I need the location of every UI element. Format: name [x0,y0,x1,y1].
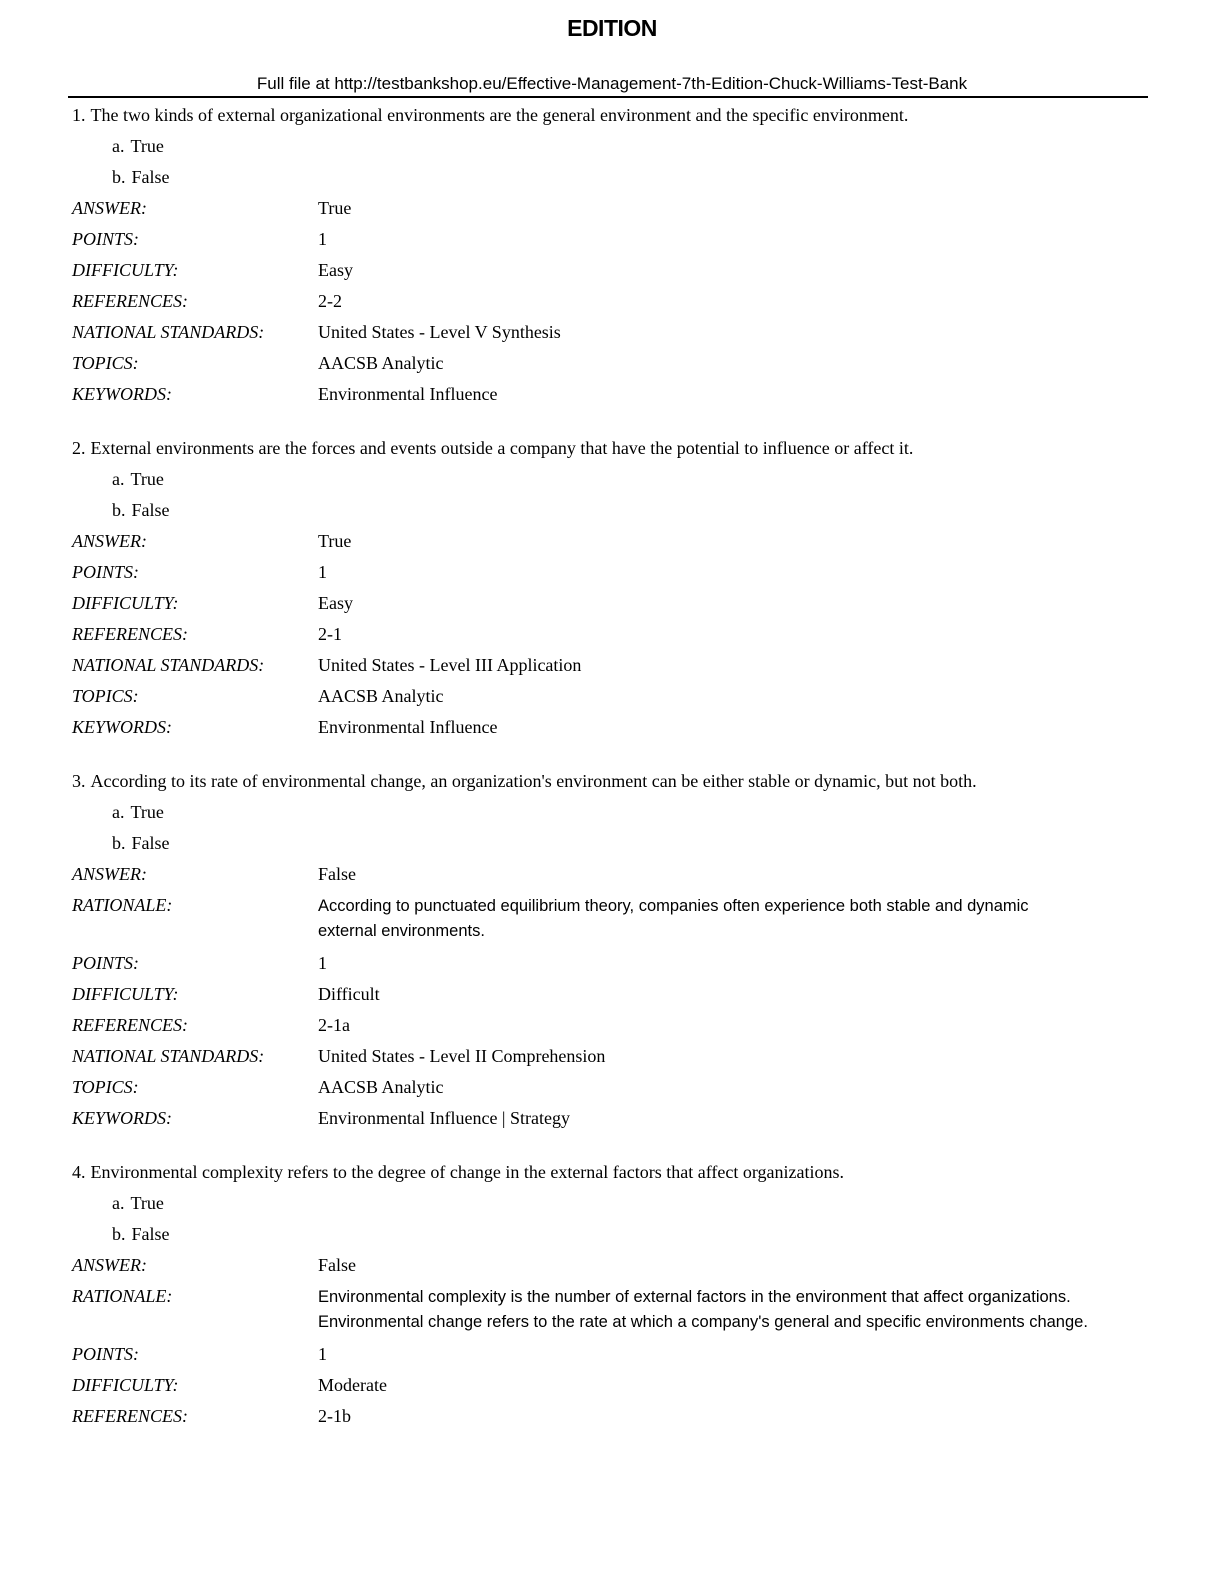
field-label: DIFFICULTY: [72,260,179,280]
option-letter: a. [112,1193,125,1213]
option-label: True [130,1193,164,1213]
field-label: DIFFICULTY: [72,1375,179,1395]
option-label: False [131,167,170,187]
field-row [72,290,1142,313]
question-number: 3. [72,771,86,791]
option-letter: a. [112,802,125,822]
question-body: External environments are the forces and events outside a company that have the potential to influence or affect it. [90,438,914,458]
field-row [72,1014,1142,1037]
field-value: AACSB Analytic [318,1077,444,1097]
field-row [72,1076,1142,1099]
field-value: 2-1b [318,1406,351,1426]
answer-options [72,135,1142,189]
option-label: True [130,136,164,156]
field-value: 1 [318,229,327,249]
option-row [112,1223,1142,1246]
field-label: RATIONALE: [72,895,173,915]
question-metadata [72,530,1142,739]
field-value: False [318,864,356,884]
field-label: POINTS: [72,229,139,249]
field-value: AACSB Analytic [318,353,444,373]
question-text [72,437,1142,460]
field-label: ANSWER: [72,1255,147,1275]
field-value: Moderate [318,1375,387,1395]
field-row [72,259,1142,282]
field-label: TOPICS: [72,686,139,706]
field-value: 1 [318,562,327,582]
field-row [72,1045,1142,1068]
field-label: REFERENCES: [72,624,188,644]
field-row [72,863,1142,886]
field-value: United States - Level II Comprehension [318,1046,606,1066]
field-value: Difficult [318,984,380,1004]
option-letter: b. [112,1224,126,1244]
question [72,104,1142,406]
field-label: TOPICS: [72,1077,139,1097]
field-value: 2-2 [318,291,342,311]
question-number: 2. [72,438,86,458]
option-letter: b. [112,833,126,853]
field-row [72,894,1142,944]
field-label: ANSWER: [72,198,147,218]
header-divider [68,96,1148,98]
field-value: Easy [318,260,353,280]
field-row [72,592,1142,615]
field-row [72,654,1142,677]
question-metadata [72,197,1142,406]
field-row [72,952,1142,975]
question-metadata [72,863,1142,1130]
field-row [72,383,1142,406]
question [72,770,1142,1130]
field-row [72,983,1142,1006]
field-value: Environmental Influence [318,717,498,737]
field-value: 2-1 [318,624,342,644]
field-value: According to punctuated equilibrium theory, companies often experience both stable and dynamic external environments. [318,897,1029,940]
field-row [72,685,1142,708]
field-value: Environmental complexity is the number of external factors in the environment that affect organizations. Environmental change refers to the rate at which a company's general and specific environments change. [318,1288,1088,1331]
question-text [72,104,1142,127]
answer-options [72,468,1142,522]
field-value: 1 [318,953,327,973]
field-label: NATIONAL STANDARDS: [72,1046,265,1066]
field-label: KEYWORDS: [72,717,172,737]
questions-list [72,104,1142,1428]
option-row [112,499,1142,522]
option-row [112,801,1142,824]
field-label: ANSWER: [72,864,147,884]
field-label: DIFFICULTY: [72,593,179,613]
field-label: REFERENCES: [72,1406,188,1426]
field-label: POINTS: [72,1344,139,1364]
option-row [112,166,1142,189]
field-value: True [318,198,352,218]
field-row [72,321,1142,344]
page-title: EDITION [567,15,657,41]
field-row [72,561,1142,584]
field-value: United States - Level III Application [318,655,582,675]
field-value: 1 [318,1344,327,1364]
field-value: True [318,531,352,551]
field-label: DIFFICULTY: [72,984,179,1004]
field-row [72,1405,1142,1428]
field-value: Environmental Influence [318,384,498,404]
field-label: REFERENCES: [72,1015,188,1035]
field-row [72,352,1142,375]
field-label: ANSWER: [72,531,147,551]
option-letter: a. [112,469,125,489]
field-label: POINTS: [72,953,139,973]
field-value: Easy [318,593,353,613]
option-label: False [131,833,170,853]
field-row [72,1254,1142,1277]
field-row [72,1285,1142,1335]
field-value: AACSB Analytic [318,686,444,706]
field-row [72,1374,1142,1397]
field-value: 2-1a [318,1015,350,1035]
question-text [72,770,1142,793]
option-label: False [131,500,170,520]
option-label: False [131,1224,170,1244]
field-row [72,197,1142,220]
field-label: KEYWORDS: [72,384,172,404]
question [72,437,1142,739]
field-row [72,716,1142,739]
answer-options [72,1192,1142,1246]
option-row [112,468,1142,491]
option-letter: a. [112,136,125,156]
question-number: 1. [72,105,86,125]
field-label: REFERENCES: [72,291,188,311]
field-label: NATIONAL STANDARDS: [72,655,265,675]
option-letter: b. [112,167,126,187]
question-body: According to its rate of environmental change, an organization's environment can be either stable or dynamic, but not both. [90,771,977,791]
field-row [72,228,1142,251]
option-row [112,135,1142,158]
question-number: 4. [72,1162,86,1182]
field-label: NATIONAL STANDARDS: [72,322,265,342]
option-letter: b. [112,500,126,520]
question-text [72,1161,1142,1184]
field-row [72,623,1142,646]
field-value: False [318,1255,356,1275]
question-body: The two kinds of external organizational environments are the general environment and the specific environment. [90,105,909,125]
field-label: RATIONALE: [72,1286,173,1306]
answer-options [72,801,1142,855]
field-label: KEYWORDS: [72,1108,172,1128]
question-body: Environmental complexity refers to the degree of change in the external factors that affect organizations. [90,1162,845,1182]
option-row [112,832,1142,855]
option-row [112,1192,1142,1215]
field-label: TOPICS: [72,353,139,373]
option-label: True [130,469,164,489]
question-metadata [72,1254,1142,1428]
field-value: Environmental Influence | Strategy [318,1108,571,1128]
header-link[interactable]: Full file at http://testbankshop.eu/Effective-Management-7th-Edition-Chuck-Williams-Test-Bank [256,74,968,93]
option-label: True [130,802,164,822]
field-label: POINTS: [72,562,139,582]
question [72,1161,1142,1428]
field-row [72,530,1142,553]
field-row [72,1343,1142,1366]
field-value: United States - Level V Synthesis [318,322,561,342]
field-row [72,1107,1142,1130]
